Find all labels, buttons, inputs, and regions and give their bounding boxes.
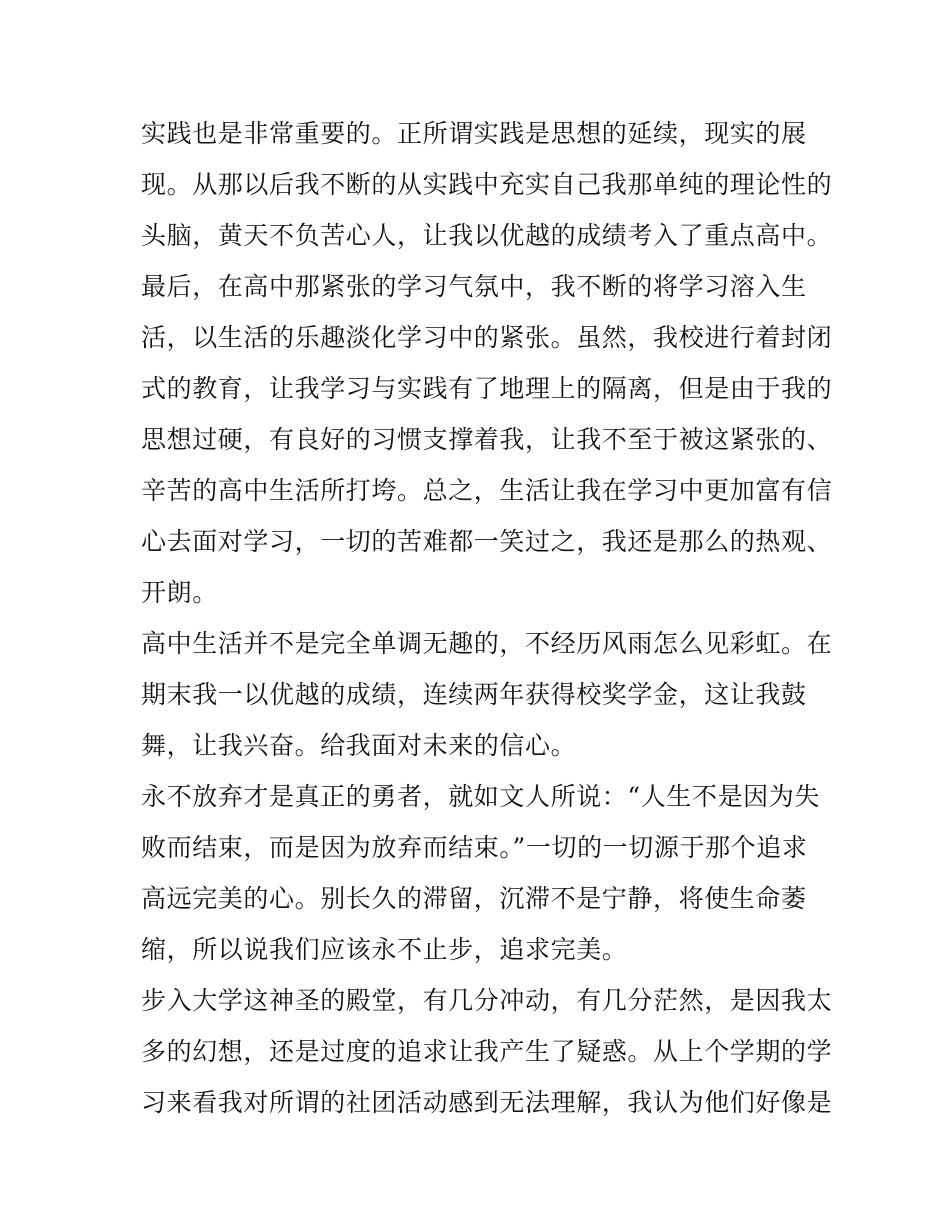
text-line: 式的教育，让我学习与实践有了地理上的隔离，但是由于我的 <box>141 374 833 403</box>
text-line: 辛苦的高中生活所打垮。总之，生活让我在学习中更加富有信 <box>141 476 833 505</box>
text-line: 高中生活并不是完全单调无趣的，不经历风雨怎么见彩虹。在 <box>141 629 833 658</box>
text-line: 习来看我对所谓的社团活动感到无法理解，我认为他们好像是 <box>141 1088 833 1117</box>
text-line: 实践也是非常重要的。正所谓实践是思想的延续，现实的展 <box>141 119 807 148</box>
text-line: 心去面对学习，一切的苦难都一笑过之，我还是那么的热观、 <box>141 527 833 556</box>
text-line: 现。从那以后我不断的从实践中充实自己我那单纯的理论性的 <box>141 170 833 199</box>
text-line: 期末我一以优越的成绩，连续两年获得校奖学金，这让我鼓 <box>141 680 807 709</box>
text-line: 永不放弃才是真正的勇者，就如文人所说：“人生不是因为失 <box>141 782 820 811</box>
text-line: 头脑，黄天不负苦心人，让我以优越的成绩考入了重点高中。 <box>141 221 833 250</box>
text-line: 步入大学这神圣的殿堂，有几分冲动，有几分茫然，是因我太 <box>141 986 833 1015</box>
document-body <box>141 108 833 1128</box>
text-line: 高远完美的心。别长久的滞留，沉滞不是宁静，将使生命萎 <box>141 884 807 913</box>
text-line: 舞，让我兴奋。给我面对未来的信心。 <box>141 731 577 760</box>
text-line: 最后，在高中那紧张的学习气氛中，我不断的将学习溶入生 <box>141 272 807 301</box>
text-line: 思想过硬，有良好的习惯支撑着我，让我不至于被这紧张的、 <box>141 425 833 454</box>
text-line: 多的幻想，还是过度的追求让我产生了疑惑。从上个学期的学 <box>141 1037 833 1066</box>
text-line: 开朗。 <box>141 578 218 607</box>
text-line: 缩，所以说我们应该永不止步，追求完美。 <box>141 935 628 964</box>
text-line: 败而结束，而是因为放弃而结束。”一切的一切源于那个追求 <box>141 833 808 862</box>
text-line: 活，以生活的乐趣淡化学习中的紧张。虽然，我校进行着封闭 <box>141 323 833 352</box>
